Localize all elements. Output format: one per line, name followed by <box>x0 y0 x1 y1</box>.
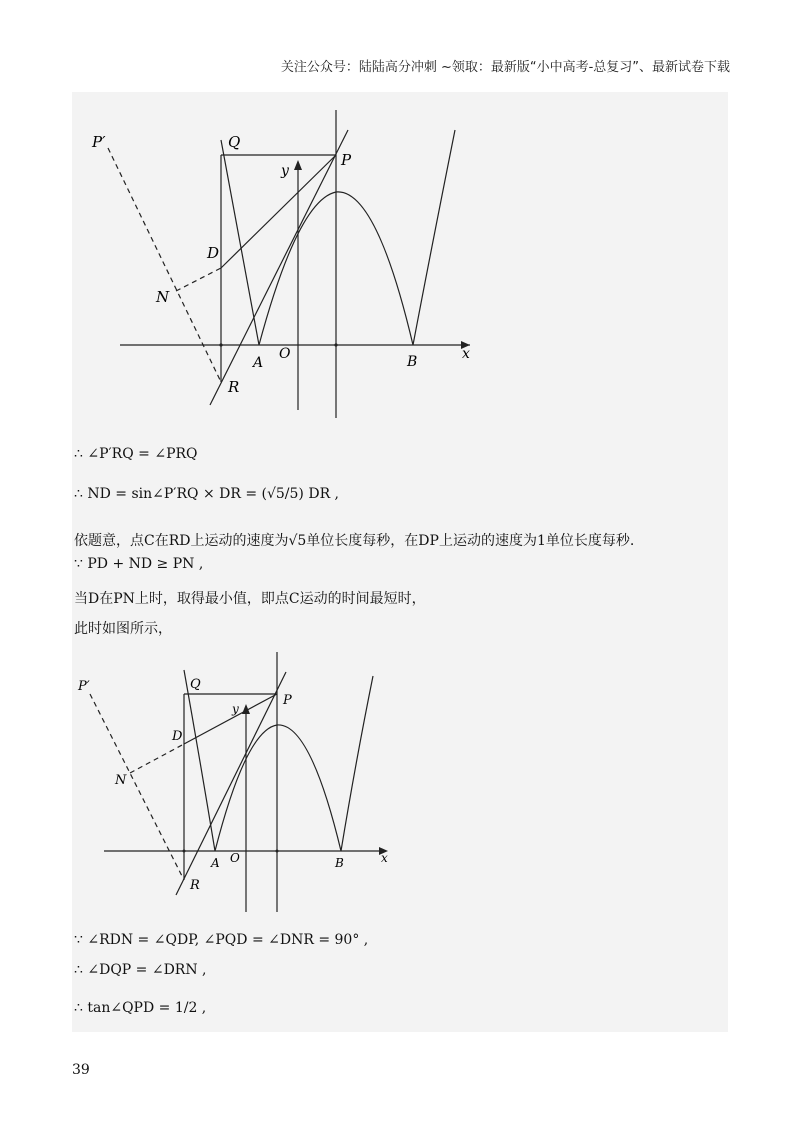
page-number: 39 <box>72 1062 90 1078</box>
page-header: 关注公众号：陆陆高分冲刺 ~领取：最新版“小中高考-总复习”、最新试卷下载 <box>280 60 730 75</box>
label-p-prime: P′ <box>78 679 90 694</box>
text-line-8: ∴ ∠DQP = ∠DRN , <box>74 962 207 978</box>
label-a: A <box>253 355 264 371</box>
text-line-1: ∴ ∠P′RQ = ∠PRQ <box>74 446 198 462</box>
label-p: P <box>283 693 292 708</box>
label-r: R <box>228 378 240 396</box>
label-n: N <box>115 773 127 788</box>
label-d: D <box>172 729 183 744</box>
text-line-3: 依题意，点C在RD上运动的速度为√5单位长度每秒，在DP上运动的速度为1单位长度每秒. <box>74 533 635 549</box>
label-y: y <box>232 702 239 716</box>
text-line-9: ∴ tan∠QPD = 1/2 , <box>74 1000 207 1016</box>
label-d: D <box>207 244 220 262</box>
figure-1 <box>72 110 492 420</box>
label-q: Q <box>190 677 201 692</box>
text-line-4: ∵ PD + ND ≥ PN , <box>74 556 204 572</box>
label-x: x <box>462 346 470 362</box>
label-r: R <box>190 878 200 893</box>
figure-2 <box>72 645 402 915</box>
text-line-5: 当D在PN上时，取得最小值，即点C运动的时间最短时， <box>74 591 426 607</box>
label-n: N <box>156 288 170 306</box>
label-a: A <box>211 856 220 870</box>
label-y: y <box>281 163 289 179</box>
label-x: x <box>381 851 388 865</box>
text-line-2: ∴ ND = sin∠P′RQ × DR = (√5/5) DR , <box>74 486 340 502</box>
label-o: O <box>230 851 240 865</box>
text-line-6: 此时如图所示， <box>74 621 172 637</box>
label-b: B <box>335 856 344 870</box>
label-b: B <box>407 354 418 370</box>
label-p-prime: P′ <box>92 133 106 151</box>
label-q: Q <box>228 133 241 151</box>
label-o: O <box>279 346 291 362</box>
text-line-7: ∵ ∠RDN = ∠QDP, ∠PQD = ∠DNR = 90° , <box>74 932 369 948</box>
label-p: P <box>341 151 352 169</box>
